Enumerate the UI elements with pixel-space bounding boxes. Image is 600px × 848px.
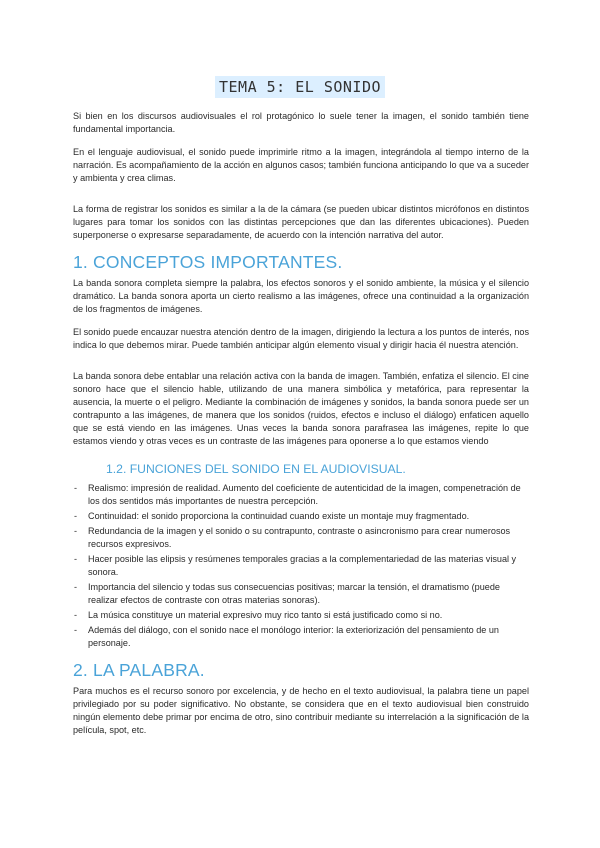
document-body (73, 110, 529, 737)
section-paragraph: La banda sonora completa siempre la palabra, los efectos sonoros y el sonido ambiente, la música y el silencio dramático. La banda sonora aporta un cierto realismo a las imágenes, ofrece una continuidad a la organización de los fragmentos de imágenes. (73, 278, 529, 314)
list-item: - Además del diálogo, con el sonido nace el monólogo interior: la exteriorización del pensamiento de un personaje. (74, 624, 529, 650)
list-item: - La música constituye un material expresivo muy rico tanto si está justificado como si no. (74, 609, 529, 622)
page-title: TEMA 5: EL SONIDO (215, 76, 385, 98)
list-item: - Hacer posible las elipsis y resúmenes temporales gracias a la complementariedad de las materias visual y sonora. (74, 553, 529, 579)
subsection-heading-funciones: 1.2. FUNCIONES DEL SONIDO EN EL AUDIOVISUAL. (106, 462, 406, 476)
intro-paragraph: Si bien en los discursos audiovisuales el rol protagónico lo suele tener la imagen, el sonido también tiene fundamental importancia. (73, 111, 529, 134)
intro-paragraph: La forma de registrar los sonidos es similar a la de la cámara (se pueden ubicar distintos micrófonos en distintos lugares para tomar los sonidos con las distintas percepciones que dan las diferentes ubicaciones). Pueden superponerse o expresarse separadamente, de acuerdo con la intención narrativa del autor. (73, 204, 529, 240)
section-paragraph: El sonido puede encauzar nuestra atención dentro de la imagen, dirigiendo la lectura a los puntos de interés, nos indica lo que debemos mirar. Puede también anticipar algún elemento visual y dirigir hacia él nuestra atención. (73, 327, 529, 350)
list-item: - Redundancia de la imagen y el sonido o su contrapunto, contraste o asincronismo para crear numerosos recursos expresivos. (74, 525, 529, 551)
title-container (0, 76, 600, 98)
intro-paragraph: En el lenguaje audiovisual, el sonido puede imprimirle ritmo a la imagen, integrándola al tiempo interno de la narración. Es acompañamiento de la acción en algunos casos; también funciona anticipando lo que va a suceder y ambienta y crea climas. (73, 147, 529, 183)
list-item: - Continuidad: el sonido proporciona la continuidad cuando existe un montaje muy fragmentado. (74, 510, 529, 523)
section-paragraph: Para muchos es el recurso sonoro por excelencia, y de hecho en el texto audiovisual, la palabra tiene un papel privilegiado por su poder significativo. No obstante, se considera que en el texto audiovisual bien construido ningún elemento debe primar por encima de otro, sino contribuir mediante su interrelación a la significación de la película, spot, etc. (73, 686, 529, 735)
section-heading-palabra: 2. LA PALABRA. (73, 660, 205, 680)
section-paragraph: La banda sonora debe entablar una relación activa con la banda de imagen. También, enfatiza el silencio. El cine sonoro hace que el silencio hable, utilizando de una manera simbólica y metafórica, para representar la ausencia, la muerte o el peligro. Mediante la combinación de imágenes y sonidos, la banda sonora puede ser un contrapunto a las imágenes, de manera que los sonidos (ruidos, efectos e incluso el diálogo) enfaticen aquello que se está viendo en las imágenes. Unas veces la banda sonora parafrasea las imágenes, repite lo que estamos viendo y otras veces es un contraste de las imágenes para oponerse a lo que estamos viendo (73, 371, 529, 446)
functions-list (73, 482, 529, 650)
list-item: - Realismo: impresión de realidad. Aumento del coeficiente de autenticidad de la imagen, compenetración de los dos sentidos más importantes de nuestra percepción. (74, 482, 529, 508)
list-item: - Importancia del silencio y todas sus consecuencias positivas; marcar la tensión, el dramatismo (puede realizar efectos de contraste con otras materias sonoras). (74, 581, 529, 607)
section-heading-conceptos: 1. CONCEPTOS IMPORTANTES. (73, 252, 343, 272)
